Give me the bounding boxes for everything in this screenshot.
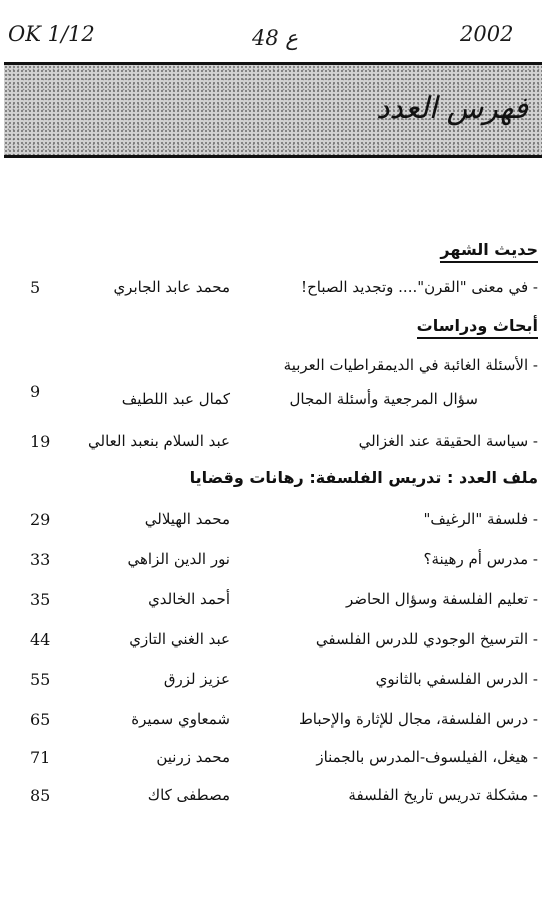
toc-entry[interactable] bbox=[0, 510, 548, 538]
toc-entry[interactable] bbox=[0, 786, 548, 814]
banner-title: فهرس العدد bbox=[376, 91, 528, 126]
toc-entry[interactable] bbox=[0, 278, 548, 306]
toc-entry[interactable] bbox=[0, 630, 548, 658]
entry-title: - في معنى "القرن".... وتجديد الصباح! bbox=[301, 278, 538, 296]
toc-banner bbox=[4, 62, 542, 158]
entry-page-number: 71 bbox=[30, 748, 51, 767]
entry-author: عبد السلام بنعبد العالي bbox=[88, 432, 230, 450]
entry-title: - الدرس الفلسفي بالثانوي bbox=[375, 670, 538, 688]
toc-entry[interactable] bbox=[0, 590, 548, 618]
entry-page-number: 55 bbox=[30, 670, 51, 689]
section-heading-month-talk: حديث الشهر bbox=[440, 240, 538, 263]
entry-title: - درس الفلسفة، مجال للإثارة والإحباط bbox=[298, 710, 538, 728]
entry-page-number: 35 bbox=[30, 590, 51, 609]
entry-author: كمال عبد اللطيف bbox=[121, 390, 230, 408]
entry-page-number: 44 bbox=[30, 630, 51, 649]
section-heading-research: أبحاث ودراسات bbox=[417, 316, 538, 339]
entry-author: عبد الغني التازي bbox=[129, 630, 230, 648]
entry-page-number: 9 bbox=[30, 382, 41, 401]
toc-entry[interactable] bbox=[0, 748, 548, 776]
entry-title: - تعليم الفلسفة وسؤال الحاضر bbox=[346, 590, 538, 608]
toc-entry[interactable] bbox=[0, 356, 548, 384]
entry-author: محمد زرنين bbox=[156, 748, 230, 766]
entry-page-number: 65 bbox=[30, 710, 51, 729]
entry-page-number: 85 bbox=[30, 786, 51, 805]
entry-page-number: 29 bbox=[30, 510, 51, 529]
entry-page-number: 5 bbox=[30, 278, 41, 297]
entry-author: محمد عابد الجابري bbox=[113, 278, 230, 296]
section-heading-issue-file: ملف العدد : تدريس الفلسفة: رهانات وقضايا bbox=[189, 468, 538, 487]
handwritten-issue-number: 48 ع bbox=[252, 26, 298, 50]
entry-title: - الأسئلة الغائبة في الديمقراطيات العربية bbox=[283, 356, 538, 374]
entry-author: شمعاوي سميرة bbox=[131, 710, 230, 728]
entry-title: - فلسفة "الرغيف" bbox=[423, 510, 538, 528]
handwritten-year: 2002 bbox=[460, 22, 514, 46]
toc-entry[interactable] bbox=[0, 382, 548, 418]
entry-title: - سياسة الحقيقة عند الغزالي bbox=[358, 432, 538, 450]
entry-subtitle: سؤال المرجعية وأسئلة المجال bbox=[289, 390, 478, 408]
entry-page-number: 19 bbox=[30, 432, 51, 451]
entry-author: محمد الهيلالي bbox=[144, 510, 230, 528]
toc-entry[interactable] bbox=[0, 670, 548, 698]
entry-title: - مدرس أم رهينة؟ bbox=[423, 550, 538, 568]
toc-entry[interactable] bbox=[0, 432, 548, 460]
entry-author: مصطفى كاك bbox=[147, 786, 230, 804]
entry-author: نور الدين الزاهي bbox=[127, 550, 230, 568]
entry-title: - الترسيخ الوجودي للدرس الفلسفي bbox=[315, 630, 538, 648]
entry-page-number: 33 bbox=[30, 550, 51, 569]
handwritten-note-left: OK 1/12 bbox=[8, 22, 95, 46]
entry-author: عزيز لزرق bbox=[163, 670, 230, 688]
entry-author: أحمد الخالدي bbox=[148, 590, 230, 608]
toc-entry[interactable] bbox=[0, 550, 548, 578]
entry-title: - هيغل، الفيلسوف-المدرس بالجمناز bbox=[316, 748, 538, 766]
toc-entry[interactable] bbox=[0, 710, 548, 738]
entry-title: - مشكلة تدريس تاريخ الفلسفة bbox=[348, 786, 538, 804]
